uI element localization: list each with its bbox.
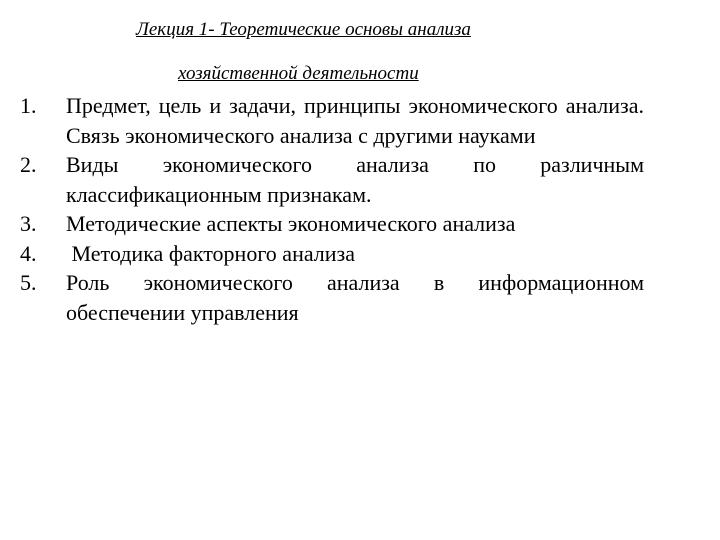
lecture-title-line-1: Лекция 1- Теоретические основы анализа: [136, 19, 471, 40]
topic-number: 4.: [20, 240, 37, 266]
topic-text: Виды экономического анализа по различным классификационным признакам.: [66, 152, 644, 207]
lecture-title-line-2: хозяйственной деятельности: [178, 63, 419, 84]
topic-item-2: [20, 150, 644, 209]
topic-number: 3.: [20, 211, 37, 236]
topic-text: Методика факторного анализа: [66, 240, 356, 266]
topic-text: Предмет, цель и задачи, принципы экономического анализа. Связь экономического анализа с другими науками: [66, 93, 644, 148]
topics-list: [20, 91, 644, 327]
topic-item-3: [20, 209, 644, 239]
topic-number: 1.: [20, 93, 37, 118]
topic-number: 2.: [20, 152, 37, 177]
topic-text: Роль экономического анализа в информационном обеспечении управления: [66, 270, 644, 325]
topic-text: Методические аспекты экономического анализа: [66, 211, 516, 236]
topic-item-5: [20, 268, 644, 327]
topic-item-4: [20, 239, 644, 269]
topic-item-1: [20, 91, 644, 150]
topic-number: 5.: [20, 270, 37, 295]
